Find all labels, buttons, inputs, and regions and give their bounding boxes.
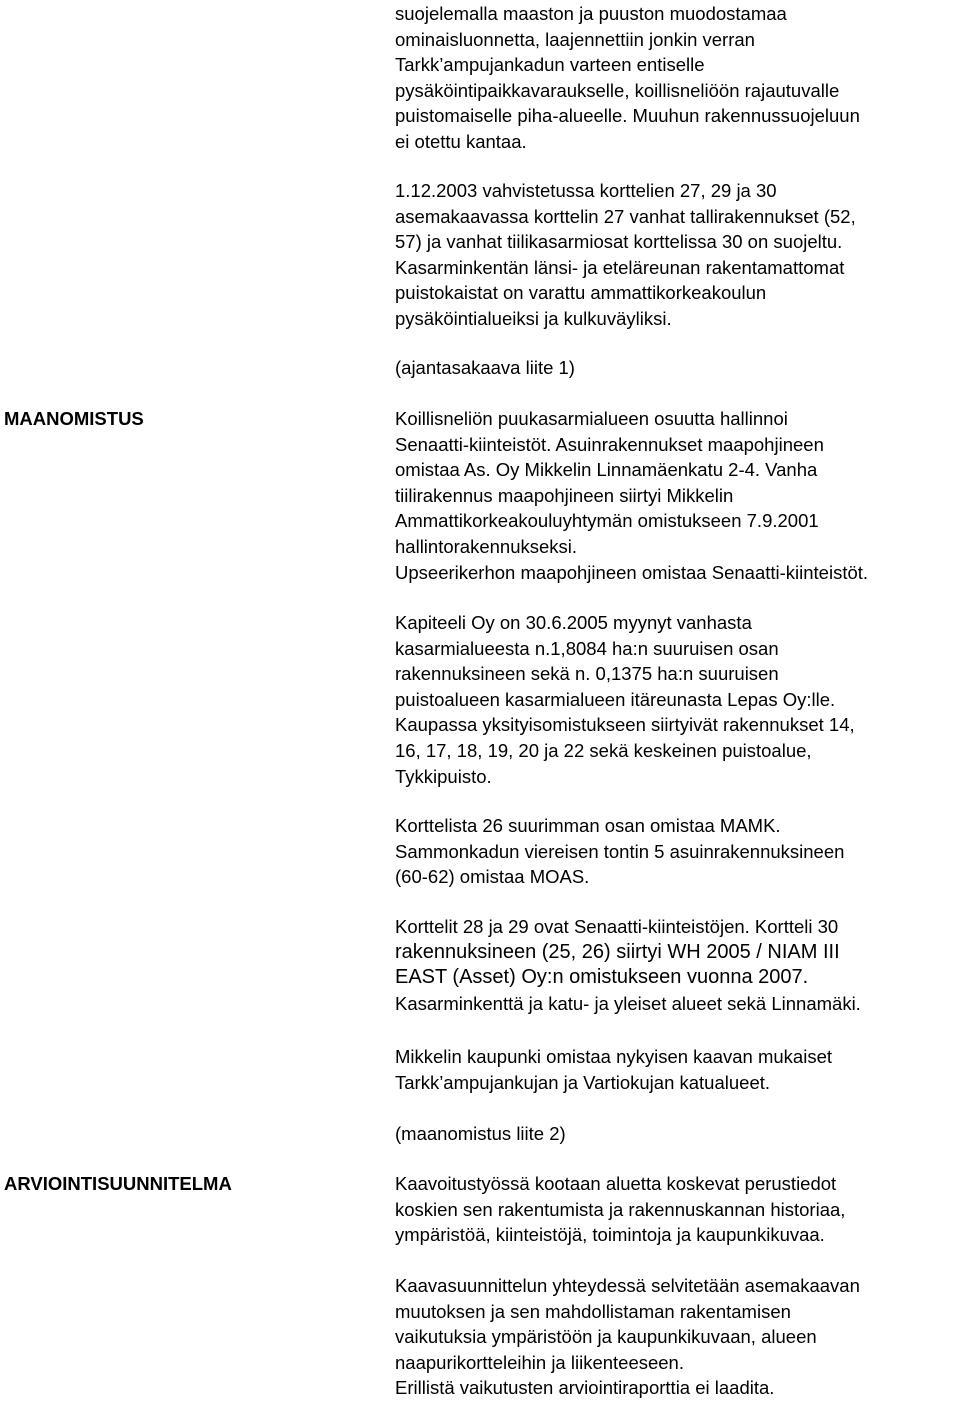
- text-line: suojelemalla maaston ja puuston muodostamaa: [395, 3, 787, 24]
- paragraph-ownership-1: [395, 406, 868, 585]
- text-line: Kaavoitustyössä kootaan aluetta koskevat perustiedot: [395, 1173, 837, 1194]
- text-line: Tarkk’ampujankadun varteen entiselle: [395, 54, 705, 76]
- paragraph-ownership-5: [395, 1044, 832, 1095]
- text-line: puistoalueen kasarmialueen itäreunasta Lepas Oy:lle.: [395, 688, 836, 710]
- text-line: koskien sen rakentumista ja rakennuskannan historiaa,: [395, 1198, 846, 1220]
- text-line: 16, 17, 18, 19, 20 ja 22 sekä keskeinen puistoalue,: [395, 739, 812, 761]
- text-line: naapurikortteleihin ja liikenteeseen.: [395, 1351, 684, 1373]
- text-line: kasarmialueesta n.1,8084 ha:n suuruisen osan: [395, 637, 779, 659]
- section-heading-maanomistus: MAANOMISTUS: [4, 408, 144, 429]
- text-line: Koillisneliön puukasarmialueen osuutta hallinnoi: [395, 408, 788, 429]
- section-heading-arviointisuunnitelma: ARVIOINTISUUNNITELMA: [4, 1173, 232, 1194]
- text-line: ympäristöä, kiinteistöjä, toimintoja ja kaupunkikuvaa.: [395, 1224, 825, 1246]
- text-line: asemakaavassa korttelin 27 vanhat tallirakennukset (52,: [395, 205, 856, 227]
- text-line: Kaavasuunnittelun yhteydessä selvitetään asemakaavan: [395, 1275, 860, 1296]
- text-line: pysäköintipaikkavaraukselle, koillisneliöön rajautuvalle: [395, 79, 840, 101]
- text-line: ei otettu kantaa.: [395, 130, 527, 152]
- text-line: Korttelista 26 suurimman osan omistaa MAMK.: [395, 815, 781, 836]
- text-line: Kaupassa yksityisomistukseen siirtyivät rakennukset 14,: [395, 714, 855, 736]
- paragraph-ownership-2: [395, 610, 855, 789]
- text-line: Kasarminkentän länsi- ja eteläreunan rakentamattomat: [395, 256, 845, 278]
- reference-maanomistus: [395, 1121, 566, 1147]
- text-line: puistokaistat on varattu ammattikorkeakoulun: [395, 282, 767, 304]
- text-line: Kasarminkenttä ja katu- ja yleiset alueet sekä Linnamäki.: [395, 992, 861, 1014]
- paragraph-ownership-3: [395, 813, 844, 890]
- text-line: Ammattikorkeakouluyhtymän omistukseen 7.9.2001: [395, 510, 819, 532]
- text-line: puistomaiselle piha-alueelle. Muuhun rakennussuojeluun: [395, 105, 860, 127]
- text-line: Upseerikerhon maapohjineen omistaa Senaatti-kiinteistöt.: [395, 561, 869, 583]
- text-line: Korttelit 28 ja 29 ovat Senaatti-kiinteistöjen. Kortteli 30: [395, 916, 839, 937]
- paragraph-intro: [395, 1, 860, 155]
- text-line: Mikkelin kaupunki omistaa nykyisen kaavan mukaiset: [395, 1046, 833, 1067]
- paragraph-ownership-4: [395, 914, 861, 1016]
- text-line: 57) ja vanhat tiilikasarmiosat korttelissa 30 on suojeltu.: [395, 231, 843, 253]
- text-line: (60-62) omistaa MOAS.: [395, 866, 590, 888]
- text-line: tiilirakennus maapohjineen siirtyi Mikkelin: [395, 484, 734, 506]
- text-line: ominaisluonnetta, laajennettiin jonkin verran: [395, 28, 755, 50]
- text-line: vaikutuksia ympäristöön ja kaupunkikuvaan, alueen: [395, 1326, 817, 1348]
- reference-ajantasakaava: [395, 355, 575, 381]
- text-line: omistaa As. Oy Mikkelin Linnamäenkatu 2-4. Vanha: [395, 459, 818, 481]
- text-line: 1.12.2003 vahvistetussa korttelien 27, 29 ja 30: [395, 180, 777, 201]
- text-line: rakennuksineen (25, 26) siirtyi WH 2005 / NIAM III: [395, 940, 840, 963]
- text-line: Tarkk’ampujankujan ja Vartiokujan katualueet.: [395, 1071, 771, 1093]
- text-line: Sammonkadun viereisen tontin 5 asuinrakennuksineen: [395, 840, 845, 862]
- text-line: Tykkipuisto.: [395, 765, 492, 787]
- text-line: muutoksen ja sen mahdollistaman rakentamisen: [395, 1300, 791, 1322]
- paragraph-plan-2003: [395, 178, 856, 332]
- text-line: rakennuksineen sekä n. 0,1375 ha:n suuruisen: [395, 663, 779, 685]
- paragraph-assessment-2: [395, 1273, 860, 1401]
- text-line: EAST (Asset) Oy:n omistukseen vuonna 2007.: [395, 966, 809, 989]
- text-line: (maanomistus liite 2): [395, 1123, 566, 1144]
- text-line: Kapiteeli Oy on 30.6.2005 myynyt vanhasta: [395, 612, 752, 633]
- paragraph-assessment-1: [395, 1171, 845, 1248]
- text-line: Erillistä vaikutusten arviointiraporttia ei laadita.: [395, 1377, 775, 1399]
- text-line: Senaatti-kiinteistöt. Asuinrakennukset maapohjineen: [395, 433, 824, 455]
- text-line: pysäköintialueiksi ja kulkuväyliksi.: [395, 307, 672, 329]
- text-line: (ajantasakaava liite 1): [395, 357, 575, 378]
- text-line: hallintorakennukseksi.: [395, 535, 578, 557]
